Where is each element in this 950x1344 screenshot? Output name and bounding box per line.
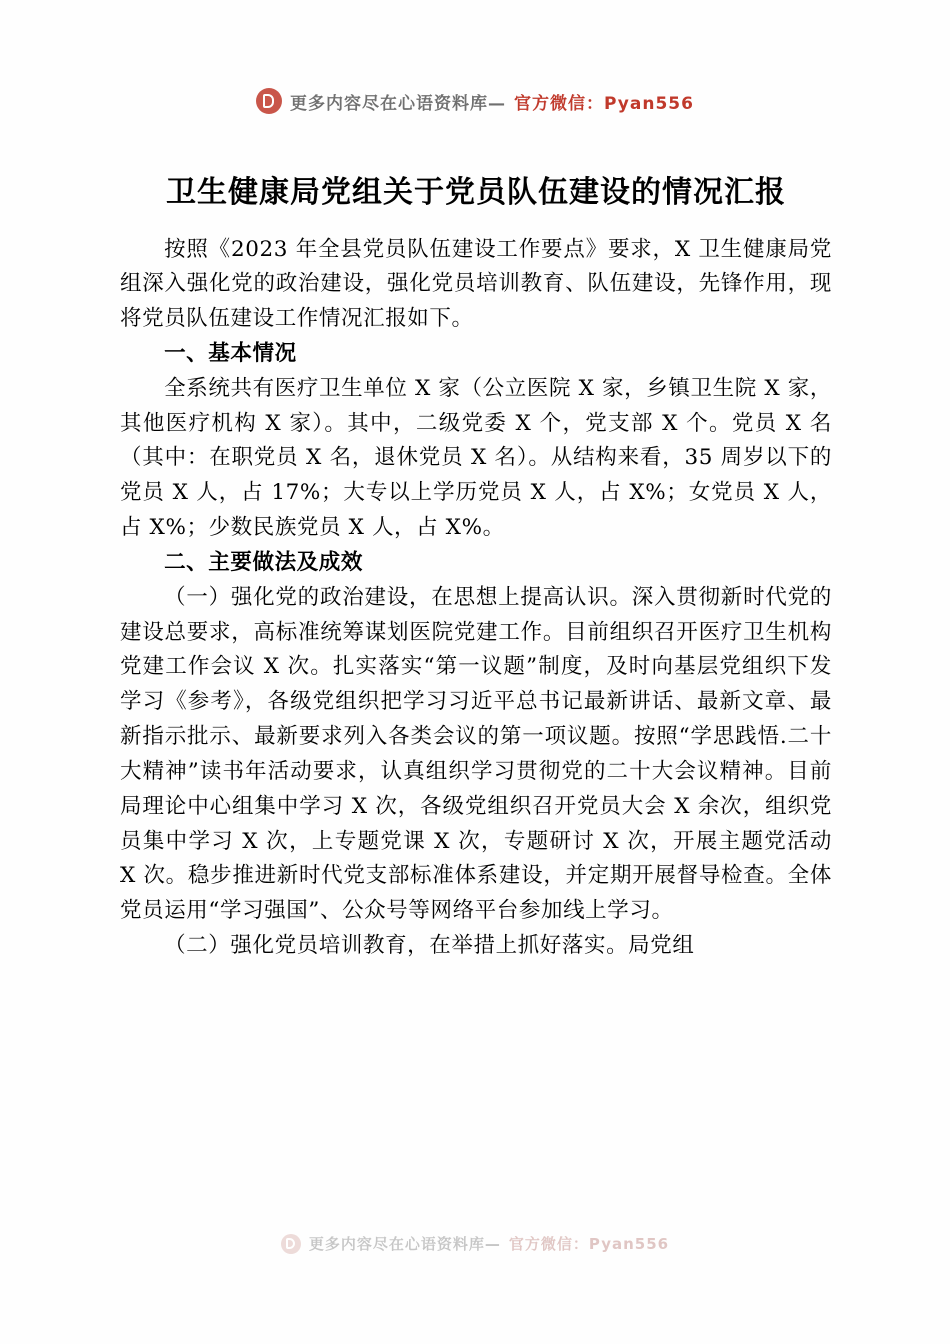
watermark-bottom-label: 更多内容尽在心语资料库— [308,1235,501,1253]
book-badge-icon [281,1234,301,1254]
watermark-top-account: 官方微信：Pyan556 [514,93,694,114]
page-title: 卫生健康局党组关于党员队伍建设的情况汇报 [166,175,786,210]
watermark-bottom [0,1233,950,1254]
document-content [120,170,832,964]
section-heading-1: 一、基本情况 [164,340,297,366]
paragraph-measure-2: （二）强化党员培训教育，在举措上抓好落实。局党组 [164,933,695,959]
paragraph-basic-situation: 全系统共有医疗卫生单位 X 家（公立医院 X 家，乡镇卫生院 X 家，其他医疗机构 X 家）。其中，二级党委 X 个，党支部 X 个。党员 X 名（其中：在职党员 X 名，退休党员 X 名）。从结构来看，35 周岁以下的党员 X 人，占 17%；大专以上学历党员 X 人，占 X%；女党员 X 人，占 X%；少数民族党员 X 人，占 X%。 [120,375,832,541]
watermark-top [0,88,950,114]
paragraph-intro: 按照《2023 年全县党员队伍建设工作要点》要求，X 卫生健康局党组深入强化党的政治建设，强化党员培训教育、队伍建设，先锋作用，现将党员队伍建设工作情况汇报如下。 [120,236,832,332]
book-badge-icon [256,88,282,114]
paragraph-measure-1: （一）强化党的政治建设，在思想上提高认识。深入贯彻新时代党的建设总要求，高标准统筹谋划医院党建工作。目前组织召开医疗卫生机构党建工作会议 X 次。扎实落实“第一议题”制度，及时向基层党组织下发学习《参考》，各级党组织把学习习近平总书记最新讲话、最新文章、最新指示批示、最新要求列入各类会议的第一项议题。按照“学思践悟.二十大精神”读书年活动要求，认真组织学习贯彻党的二十大会议精神。目前局理论中心组集中学习 X 次，各级党组织召开党员大会 X 余次，组织党员集中学习 X 次，上专题党课 X 次，专题研讨 X 次，开展主题党活动 X 次。稳步推进新时代党支部标准体系建设，并定期开展督导检查。全体党员运用“学习强国”、公众号等网络平台参加线上学习。 [120,584,832,924]
section-heading-2: 二、主要做法及成效 [164,549,363,575]
watermark-top-label: 更多内容尽在心语资料库— [290,93,507,114]
watermark-bottom-account: 官方微信：Pyan556 [508,1235,670,1253]
